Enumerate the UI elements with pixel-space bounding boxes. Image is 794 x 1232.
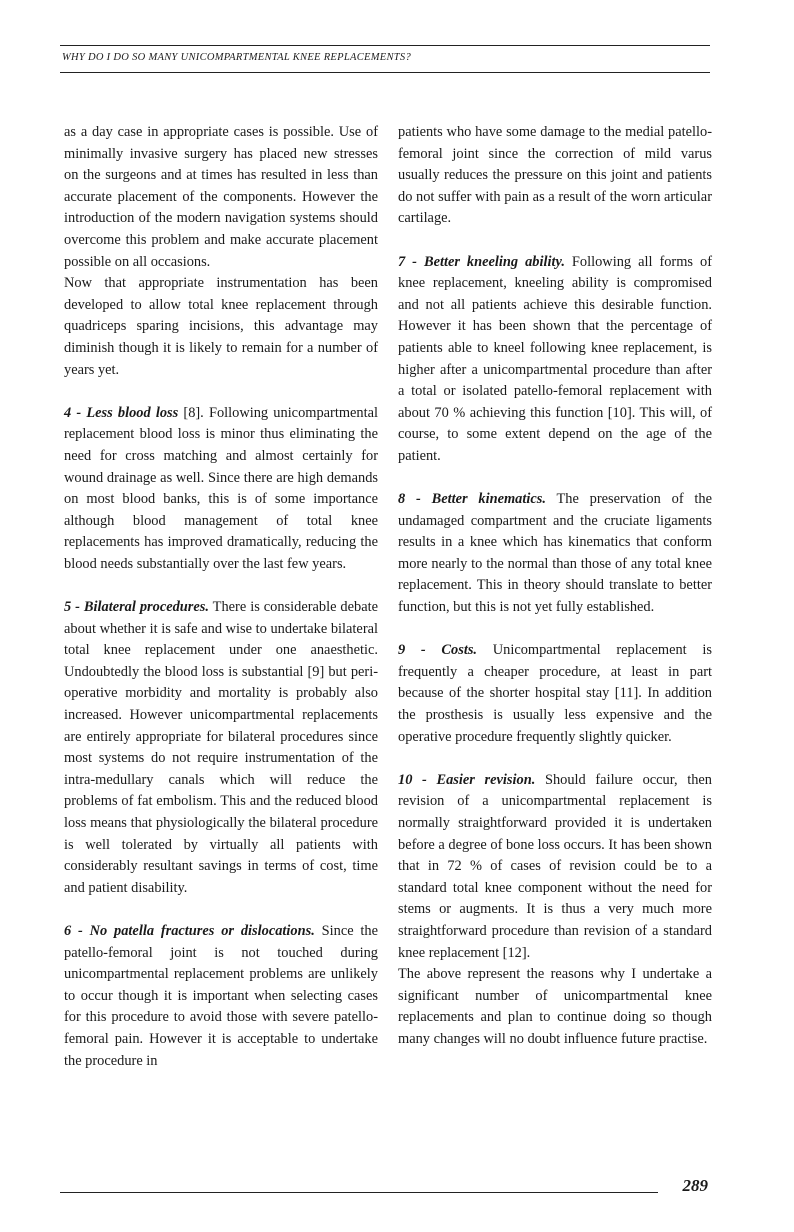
header-bottom-rule — [60, 72, 710, 73]
section-body: The preservation of the undamaged compartment and the cruciate ligaments results in a knee which has kinematics that conform more nearly to the normal than those of any total knee replacement. This in theory should translate to better function, but this is not yet fully established. — [398, 491, 712, 616]
section-body: Should failure occur, then revision of a unicompartmental replacement is normally straightforward provided it is undertaken before a degree of bone loss occurs. It has been shown that in 72 % of cases of revision could be to a standard total knee component without the need for stems or augments. It is thus a very much more straightforward procedure than revision of a standard knee replacement [12]. — [398, 771, 712, 961]
paragraph-continued: patients who have some damage to the medial patello-femoral joint since the correction of mild varus usually reduces the pressure on this joint and patients do not suffer with pain as a result of the worn articular cartilage. — [398, 124, 712, 227]
section-easier-revision — [398, 770, 712, 964]
section-bilateral-procedures — [64, 597, 378, 899]
section-less-blood-loss — [64, 403, 378, 576]
section-costs — [398, 640, 712, 748]
paragraph-day-case: as a day case in appropriate cases is possible. Use of minimally invasive surgery has placed new stresses on the surgeons and at times has resulted in less than accurate placement of the components. However the introduction of the modern navigation systems should overcome this problem and make accurate placement possible on all occasions. — [64, 124, 378, 270]
section-body: There is considerable debate about whether it is safe and wise to undertake bilateral total knee replacement under one anaesthetic. Undoubtedly the blood loss is substantial [9] but peri-operative morbidity and mortality is probably also increased. However unicompartmental replacements are entirely appropriate for bilateral procedures since most systems do not require instrumentation of the intra-medullary canals which will reduce the problems of fat embolism. This and the reduced blood loss means that physiologically the bilateral procedure is well tolerated by virtually all patients with considerably resultant savings in terms of cost, time and patient disability. — [64, 599, 378, 896]
section-better-kinematics — [398, 489, 712, 619]
page-number: 289 — [682, 1176, 708, 1195]
header-top-rule — [60, 45, 710, 46]
section-heading: 7 - Better kneeling ability. — [398, 253, 565, 270]
section-body: Since the patello-femoral joint is not touched during unicompartmental replacement problems are unlikely to occur though it is important when selecting cases for this procedure to avoid those with severe patello-femoral pain. However it is acceptable to undertake the procedure in — [64, 922, 379, 1069]
section-heading: 10 - Easier revision. — [398, 771, 536, 788]
paragraph-closing: The above represent the reasons why I undertake a significant number of unicompartmental knee replacements and plan to continue doing so though many changes will no doubt influence future practise. — [398, 966, 712, 1047]
section-heading: 6 - No patella fractures or dislocations. — [64, 922, 315, 939]
section-body: Following all forms of knee replacement, kneeling ability is compromised and not all patients achieve this desirable function. However it has been shown that the percentage of patients able to kneel following knee replacement, is higher after a unicompartmental procedure than after a total or isolated patello-femoral replacement with about 70 % achieving this function [10]. This will, of course, to some extent depend on the age of the patient. — [398, 253, 712, 464]
section-no-patella-fractures — [64, 921, 378, 1072]
section-body: [8]. Following unicompartmental replacement blood loss is minor thus eliminating the need for cross matching and almost certainly for wound drainage as well. Since there are high demands on most blood banks, this is of some importance although blood management of total knee replacements has improved dramatically, reducing the blood needs substantially over the last few years. — [64, 404, 378, 572]
paragraph-instrumentation: Now that appropriate instrumentation has been developed to allow total knee replacement through quadriceps sparing incisions, this advantage may diminish though it is likely to remain for a number of years yet. — [64, 275, 378, 378]
section-heading: 9 - Costs. — [398, 642, 478, 659]
section-body: Unicompartmental replacement is frequently a cheaper procedure, at least in part because of the shorter hospital stay [11]. In addition the prosthesis is usually less expensive and the operative procedure frequently slightly quicker. — [398, 642, 712, 745]
section-better-kneeling — [398, 252, 712, 468]
left-column — [64, 122, 378, 1072]
running-head: WHY DO I DO SO MANY UNICOMPARTMENTAL KNEE REPLACEMENTS? — [62, 52, 412, 63]
right-column — [398, 122, 712, 1051]
section-heading: 5 - Bilateral procedures. — [64, 599, 209, 616]
section-heading: 8 - Better kinematics. — [398, 491, 546, 508]
footer-rule — [60, 1192, 658, 1193]
section-heading: 4 - Less blood loss — [64, 404, 179, 421]
